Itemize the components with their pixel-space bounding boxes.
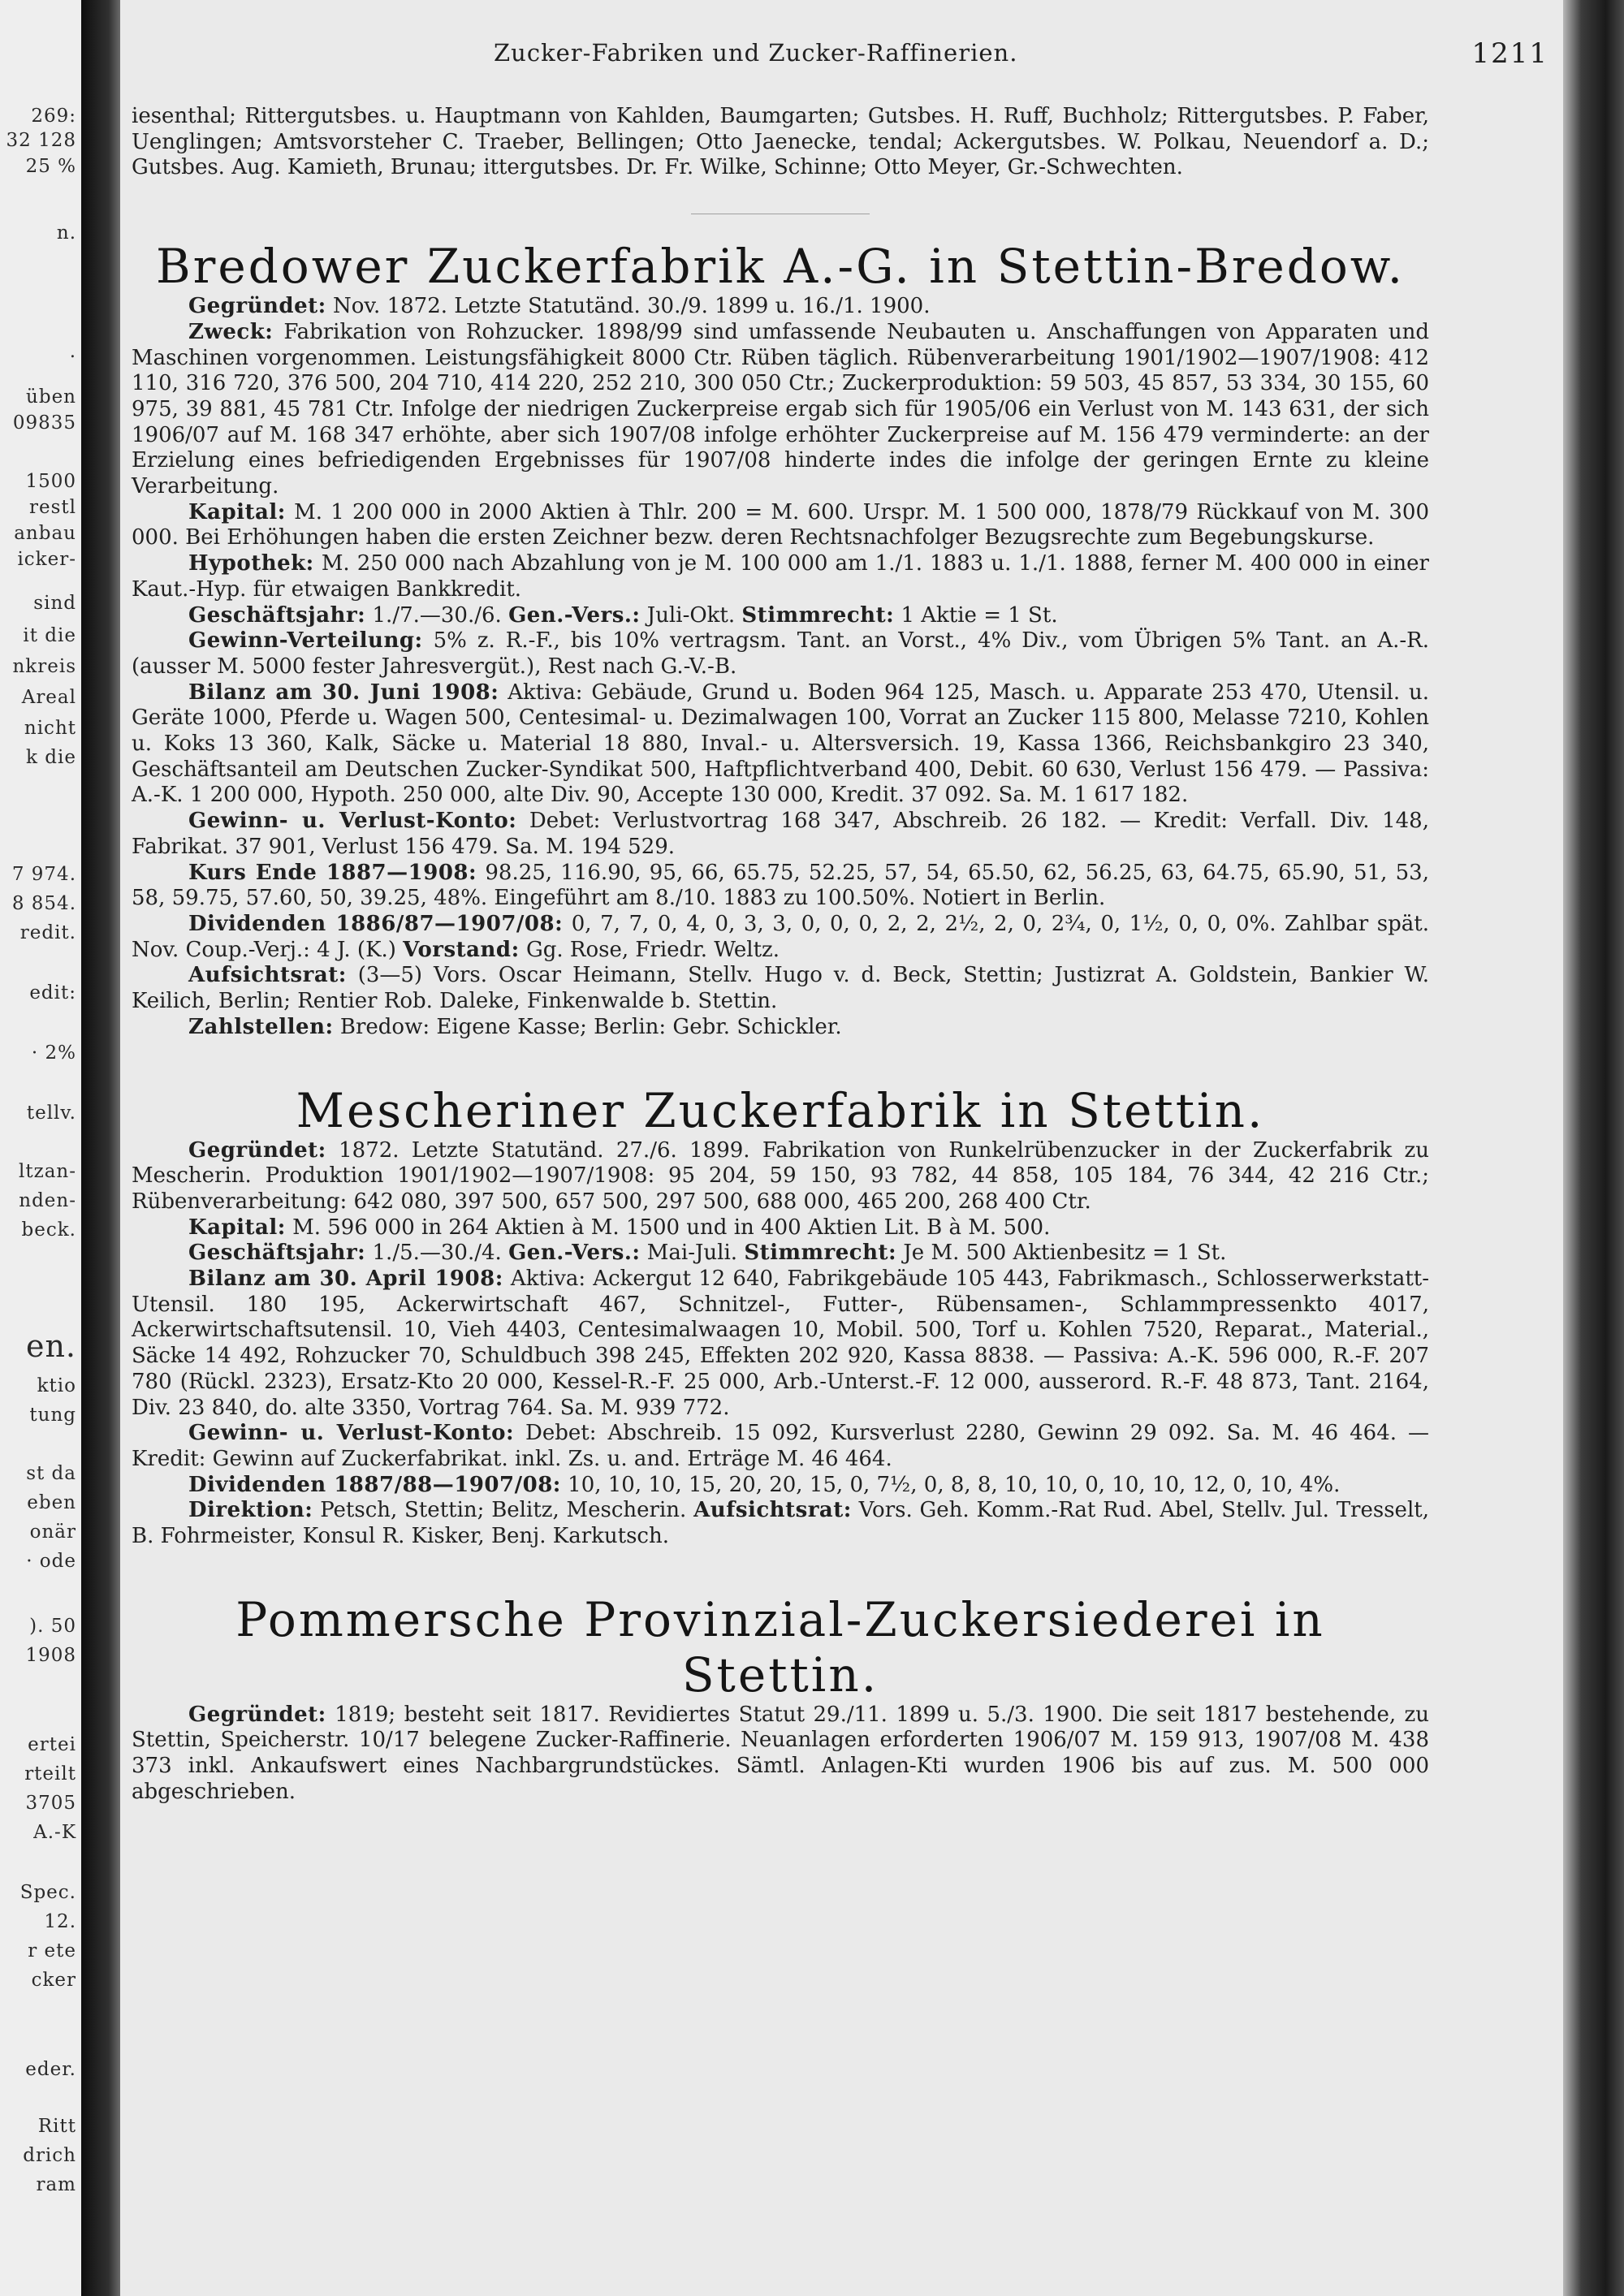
margin-fragment: Spec. [19, 1882, 76, 1903]
company-title: Pommersche Provinzial-Zuckersiederei in Stettin. [235, 1591, 1325, 1703]
entry-text: Mai-Juli. [640, 1241, 745, 1266]
margin-fragment: it die [23, 625, 76, 646]
margin-fragment: ertei [28, 1734, 76, 1755]
entry-text: Petsch, Stettin; Belitz, Mescherin. [313, 1498, 694, 1523]
entry-label: Gegründet: [188, 294, 326, 319]
margin-fragment: 8 854. [11, 893, 76, 914]
entry-text: 1872. Letzte Statutänd. 27./6. 1899. Fabrikation von Runkelrübenzucker in der Zuckerfabrik zu Mescherin. Produktion 1901/1902—1907/1908: 95 204, 59 150, 93 782, 44 858, 105 184, 76 344, 42 216 Ctr.; Rübenverarbeitung: 642 080, 397 500, 657 500, 297 500, 688 000, 465 200, 268 400 Ctr. [132, 1137, 1429, 1214]
entry-text: Debet: Verlustvortrag 168 347, Abschreib. 26 182. — Kredit: Verfall. Div. 148, Fabrikat. 37 901, Verlust 156 479. Sa. M. 194 529. [132, 809, 1429, 859]
margin-fragment: anbau [14, 523, 76, 544]
margin-fragment: r ete [28, 1940, 76, 1962]
entry-text: 1./5.—30./4. [365, 1241, 509, 1266]
margin-fragment: · ode [26, 1551, 76, 1572]
entry-text: Vors. Geh. Komm.-Rat Rud. Abel, Stellv. Jul. Tresselt, B. Fohrmeister, Konsul R. Kisker, Benj. Karkutsch. [132, 1498, 1429, 1549]
entry-capital [132, 500, 1429, 551]
entry-profit-loss [132, 809, 1429, 860]
entry-balance-sheet [132, 680, 1429, 809]
entry-founded [132, 294, 1429, 320]
margin-fragment: nden- [19, 1190, 76, 1211]
entry-fiscal-year [132, 1241, 1429, 1267]
running-title: Zucker-Fabriken und Zucker-Raffinerien. [494, 39, 1018, 67]
margin-fragment: 269: [31, 106, 76, 127]
margin-fragment: edit: [29, 982, 76, 1003]
entry-text: Nov. 1872. Letzte Statutänd. 30./9. 1899 u. 16./1. 1900. [326, 294, 931, 319]
entry-label: Direktion: [188, 1498, 313, 1523]
entry-text: 1819; besteht seit 1817. Revidiertes Statut 29./11. 1899 u. 5./3. 1900. Die seit 1817 bestehende, zu Stettin, Speicherstr. 10/17 belegene Zucker-Raffinerie. Neuanlagen erforderten 1906/07 M. 159 913, 1907/08 M. 438 373 inkl. Ankaufswert eines Nachbargrundstückes. Sämtl. Anlagen-Kti wurden 1906 bis auf zus. M. 500 000 abgeschrieben. [132, 1702, 1429, 1804]
margin-fragment: st da [26, 1463, 76, 1484]
margin-fragment: tung [29, 1405, 76, 1426]
entry-label: Vorstand: [403, 937, 520, 962]
margin-fragment: ltzan- [18, 1161, 76, 1182]
book-spine-shadow [81, 0, 120, 2296]
page-header [120, 39, 1563, 71]
company-title: Bredower Zuckerfabrik A.-G. in Stettin-Bredow. [155, 239, 1405, 295]
entry-text: Gg. Rose, Friedr. Weltz. [519, 937, 780, 962]
margin-fragment: A.-K [33, 1822, 76, 1843]
entry-label: Stimmrecht: [741, 602, 895, 628]
entry-fiscal-year [132, 603, 1429, 629]
margin-fragment: drich [23, 2145, 76, 2166]
entry-label: Hypothek: [188, 551, 314, 576]
entry-text: Aktiva: Gebäude, Grund u. Boden 964 125, Masch. u. Apparate 253 470, Utensil. u. Geräte 1000, Pferde u. Wagen 500, Centesimal- u. Dezimalwagen 100, Vorrat an Zucker 115 800, Melasse 7210, Kohlen u. Koks 13 360, Kalk, Säcke u. Material 18 880, Inval.- u. Altersversich. 19, Kassa 1366, Reichsbankgiro 23 340, Geschäftsanteil am Deutschen Zucker-Syndikat 500, Haftpflichtverband 400, Debit. 60 630, Verlust 156 479. — Passiva: A.-K. 1 200 000, Hypoth. 250 000, alte Div. 90, Accepte 130 000, Kredit. 37 092. Sa. M. 1 617 182. [132, 680, 1429, 808]
margin-fragment: Ritt [37, 2116, 76, 2137]
entry-label: Kapital: [188, 1215, 286, 1240]
margin-fragment: 09835 [12, 412, 76, 434]
entry-capital [132, 1215, 1429, 1241]
margin-fragment: nkreis [12, 656, 76, 677]
margin-fragment: en. [25, 1328, 76, 1364]
entry-label: Gegründet: [188, 1137, 326, 1163]
margin-fragment: redit. [19, 922, 76, 943]
entry-label: Stimmrecht: [744, 1241, 897, 1266]
entry-profit-distribution [132, 628, 1429, 680]
page-edge-shadow [1563, 0, 1624, 2296]
margin-fragment: ram [36, 2174, 76, 2195]
margin-fragment: k die [26, 747, 76, 768]
entry-founded [132, 1703, 1429, 1806]
margin-fragment: 25 % [25, 156, 76, 177]
margin-fragment: . [69, 341, 76, 362]
margin-fragment: 12. [44, 1911, 76, 1932]
margin-fragment: n. [56, 222, 76, 244]
entry-label: Gewinn- u. Verlust-Konto: [188, 1421, 515, 1446]
entry-label: Bilanz am 30. Juni 1908: [188, 680, 499, 705]
entry-label: Dividenden 1886/87—1907/08: [188, 911, 564, 936]
entry-text: 1 Aktie = 1 St. [894, 602, 1058, 628]
entry-text: 0, 7, 7, 0, 4, 0, 3, 3, 0, 0, 0, 2, 2, 2½, 2, 0, 2¾, 0, 1½, 0, 0, 0%. Zahlbar spät. Nov. Coup.-Verj.: 4 J. (K.) [132, 911, 1429, 962]
entry-text: 98.25, 116.90, 95, 66, 65.75, 52.25, 57, 54, 65.50, 62, 56.25, 63, 64.75, 65.90, 51, 53, 58, 59.75, 57.60, 50, 39.25, 48%. Eingeführt am 8./10. 1883 zu 100.50%. Notiert in Berlin. [132, 860, 1429, 911]
margin-fragment: icker- [17, 549, 76, 570]
entry-paying-agents [132, 1015, 1429, 1041]
margin-fragment: ktio [37, 1375, 76, 1396]
entry-text: 10, 10, 10, 15, 20, 20, 15, 0, 7½, 0, 8, 8, 10, 10, 0, 10, 10, 12, 0, 10, 4%. [560, 1472, 1341, 1497]
margin-fragment: 7 974. [11, 864, 76, 885]
entry-purpose [132, 320, 1429, 500]
entry-label: Aufsichtsrat: [188, 963, 347, 988]
entry-text: Je M. 500 Aktienbesitz = 1 St. [896, 1241, 1227, 1266]
margin-fragment: tellv. [26, 1103, 76, 1124]
page-number: 1211 [1471, 37, 1548, 70]
page-content [132, 104, 1429, 1806]
margin-fragment: 32 128 [6, 130, 76, 151]
margin-fragment: restl [28, 497, 76, 518]
company-title: Mescheriner Zuckerfabrik in Stettin. [296, 1082, 1265, 1138]
entry-label: Zahlstellen: [188, 1014, 334, 1039]
entry-balance-sheet [132, 1267, 1429, 1421]
margin-fragment: eder. [25, 2059, 76, 2080]
left-page-margin [0, 0, 81, 2296]
margin-fragment: cker [31, 1970, 76, 1991]
entry-text: M. 596 000 in 264 Aktien à M. 1500 und in 400 Aktien Lit. B à M. 500. [285, 1215, 1051, 1240]
margin-fragment: eben [27, 1492, 76, 1513]
entry-share-price [132, 861, 1429, 912]
entry-label: Geschäftsjahr: [188, 1241, 366, 1266]
entry-text: Fabrikation von Rohzucker. 1898/99 sind umfassende Neubauten u. Anschaffungen von Apparaten und Maschinen vorgenommen. Leistungsfähigkeit 8000 Ctr. Rüben täglich. Rübenverarbeitung 1901/1902—1907/1908: 412 110, 316 720, 376 500, 204 710, 414 220, 252 210, 300 050 Ctr.; Zuckerproduktion: 59 503, 45 857, 53 334, 30 155, 60 975, 39 881, 45 781 Ctr. Infolge der niedrigen Zuckerpreise ergab sich für 1905/06 ein Verlust von M. 143 631, der sich 1906/07 auf M. 168 347 erhöhte, aber sich 1907/08 infolge erhöhter Zuckerpreise auf M. 156 479 verminderte: an der Erzielung eines befriedigenden Ergebnisses für 1907/08 hinderte indes die infolge der geringen Ernte zu kleine Verarbeitung. [132, 319, 1429, 499]
entry-mortgage [132, 551, 1429, 602]
entry-text: M. 250 000 nach Abzahlung von je M. 100 000 am 1./1. 1883 u. 1./1. 1888, ferner M. 400 000 in einer Kaut.-Hyp. für etwaigen Bankkredit. [132, 551, 1429, 602]
entry-text: 5% z. R.-F., bis 10% vertragsm. Tant. an Vorst., 4% Div., vom Übrigen 5% Tant. an A.-R. (ausser M. 5000 fester Jahresvergüt.), Rest nach G.-V.-B. [132, 628, 1429, 679]
margin-fragment: 3705 [25, 1793, 76, 1814]
margin-fragment: 1500 [25, 471, 76, 492]
entry-profit-loss [132, 1421, 1429, 1472]
margin-fragment: Areal [21, 687, 76, 708]
entry-text: (3—5) Vors. Oscar Heimann, Stellv. Hugo v. d. Beck, Stettin; Justizrat A. Goldstein, Bankier W. Keilich, Berlin; Rentier Rob. Daleke, Finkenwalde b. Stettin. [132, 963, 1429, 1014]
margin-fragment: · 2% [31, 1042, 76, 1064]
entry-management [132, 1498, 1429, 1549]
margin-fragment: beck. [21, 1219, 76, 1241]
margin-fragment: 1908 [25, 1645, 76, 1666]
entry-text: Aktiva: Ackergut 12 640, Fabrikgebäude 105 443, Fabrikmasch., Schlosserwerkstatt-Utensil. 180 195, Ackerwirtschaft 467, Schnitzel-, Futter-, Rübensamen-, Schlammpressenkto 4017, Ackerwirtschaftsutensil. 10, Vieh 4403, Centesimalwaagen 10, Mobil. 500, Torf u. Kohlen 7520, Reparat., Material., Säcke 14 492, Rohzucker 70, Schuldbuch 398 245, Effekten 202 920, Kassa 8838. — Passiva: A.-K. 596 000, R.-F. 207 780 (Rückl. 2323), Ersatz-Kto 20 000, Kessel-R.-F. 25 000, Arb.-Unterst.-F. 12 000, ausserord. R.-F. 48 873, Tant. 2164, Div. 23 840, do. alte 3350, Vortrag 764. Sa. M. 939 772. [132, 1267, 1429, 1420]
entry-text: 1./7.—30./6. [365, 602, 509, 628]
margin-fragment: onär [29, 1521, 76, 1543]
margin-fragment: üben [26, 386, 76, 408]
margin-fragment: nicht [24, 718, 76, 739]
entry-dividends [132, 912, 1429, 963]
intro-paragraph: iesenthal; Rittergutsbes. u. Hauptmann von Kahlden, Baumgarten; Gutsbes. H. Ruff, Buchholz; Rittergutsbes. P. Faber, Uenglingen; Amtsvorsteher C. Traeber, Bellingen; Otto Jaenecke, tendal; Ackergutsbes. W. Polkau, Neuendorf a. D.; Gutsbes. Aug. Kamieth, Brunau; ittergutsbes. Dr. Fr. Wilke, Schinne; Otto Meyer, Gr.-Schwechten. [132, 104, 1429, 180]
entry-label: Gen.-Vers.: [508, 1241, 641, 1266]
entry-founded [132, 1138, 1429, 1215]
entry-text: Bredow: Eigene Kasse; Berlin: Gebr. Schickler. [333, 1014, 842, 1039]
entry-label: Gewinn- u. Verlust-Konto: [188, 809, 517, 834]
entry-text: M. 1 200 000 in 2000 Aktien à Thlr. 200 = M. 600. Urspr. M. 1 500 000, 1878/79 Rückkauf von M. 300 000. Bei Erhöhungen haben die ersten Zeichner bezw. deren Rechtsnachfolger Bezugsrechte zum Begebungskurse. [132, 499, 1429, 550]
entry-supervisory-board [132, 963, 1429, 1014]
entry-label: Kapital: [188, 499, 286, 524]
entry-label: Gegründet: [188, 1702, 326, 1727]
entry-label: Geschäftsjahr: [188, 602, 366, 628]
entry-label: Aufsichtsrat: [693, 1498, 852, 1523]
entry-text: Debet: Abschreib. 15 092, Kursverlust 2280, Gewinn 29 092. Sa. M. 46 464. — Kredit: Gewinn auf Zuckerfabrikat. inkl. Zs. u. and. Erträge M. 46 464. [132, 1421, 1429, 1471]
entry-dividends [132, 1473, 1429, 1499]
entry-label: Kurs Ende 1887—1908: [188, 860, 477, 885]
book-page [120, 0, 1563, 2296]
entry-text: Juli-Okt. [640, 602, 742, 628]
entry-label: Gen.-Vers.: [508, 602, 641, 628]
margin-fragment: rteilt [24, 1763, 76, 1785]
entry-label: Gewinn-Verteilung: [188, 628, 423, 654]
margin-fragment: ). 50 [29, 1616, 76, 1637]
entry-label: Dividenden 1887/88—1907/08: [188, 1472, 561, 1497]
entry-label: Bilanz am 30. April 1908: [188, 1267, 503, 1292]
margin-fragment: sind [33, 593, 76, 614]
entry-label: Zweck: [188, 319, 274, 344]
